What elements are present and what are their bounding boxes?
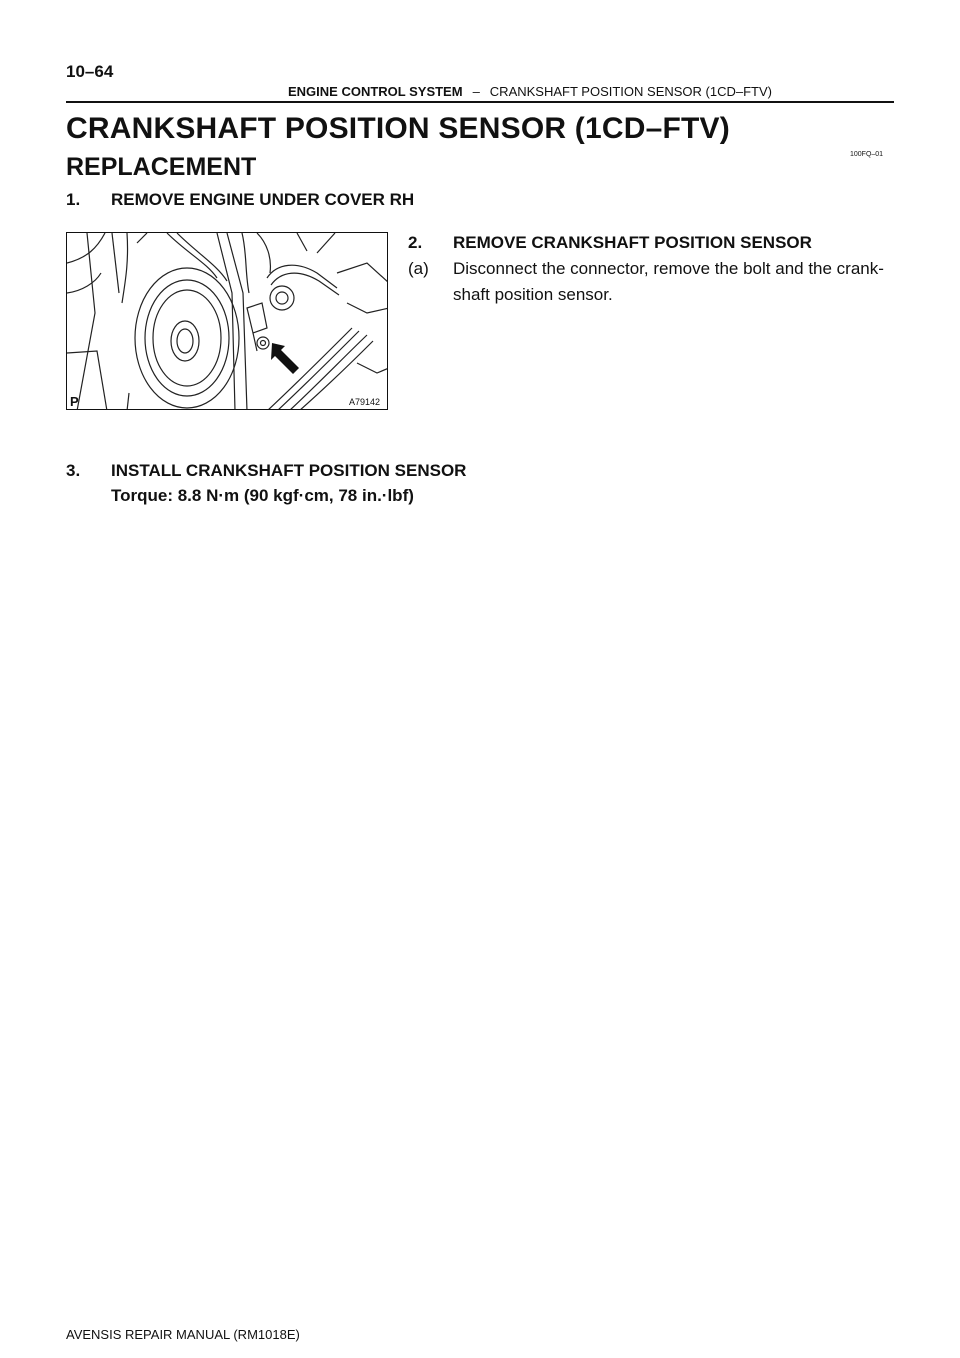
figure-code: A79142 xyxy=(349,397,381,407)
footer: AVENSIS REPAIR MANUAL (RM1018E) xyxy=(66,1327,300,1342)
header-section: ENGINE CONTROL SYSTEM xyxy=(288,84,463,99)
page-title: CRANKSHAFT POSITION SENSOR (1CD–FTV) xyxy=(66,112,730,145)
figure-label: P xyxy=(70,394,79,409)
page-number: 10–64 xyxy=(66,62,114,81)
substep-a xyxy=(408,256,898,308)
step-number: 2. xyxy=(408,233,423,252)
header-separator: – xyxy=(472,84,480,99)
section-heading: REPLACEMENT xyxy=(66,153,257,181)
arrow-icon xyxy=(271,343,299,374)
step-number: 1. xyxy=(66,190,81,209)
torque-spec: Torque: 8.8 N·m (90 kgf·cm, 78 in.·lbf) xyxy=(111,486,414,505)
step-3 xyxy=(66,461,466,481)
step-text: REMOVE CRANKSHAFT POSITION SENSOR xyxy=(453,233,812,252)
sensor-location-figure xyxy=(66,232,388,410)
doc-code: 100FQ–01 xyxy=(850,151,884,158)
running-header xyxy=(288,84,772,99)
substep-text: Disconnect the connector, remove the bolt and the crank-shaft position sensor. xyxy=(453,259,884,304)
step-2 xyxy=(408,233,812,253)
header-subsection: CRANKSHAFT POSITION SENSOR (1CD–FTV) xyxy=(489,84,772,99)
substep-label: (a) xyxy=(408,259,429,278)
step-1 xyxy=(66,190,414,210)
step-text: INSTALL CRANKSHAFT POSITION SENSOR xyxy=(111,461,467,480)
step-number: 3. xyxy=(66,461,81,480)
engine-illustration xyxy=(67,233,388,410)
header-rule xyxy=(66,101,894,103)
step-text: REMOVE ENGINE UNDER COVER RH xyxy=(111,190,415,209)
